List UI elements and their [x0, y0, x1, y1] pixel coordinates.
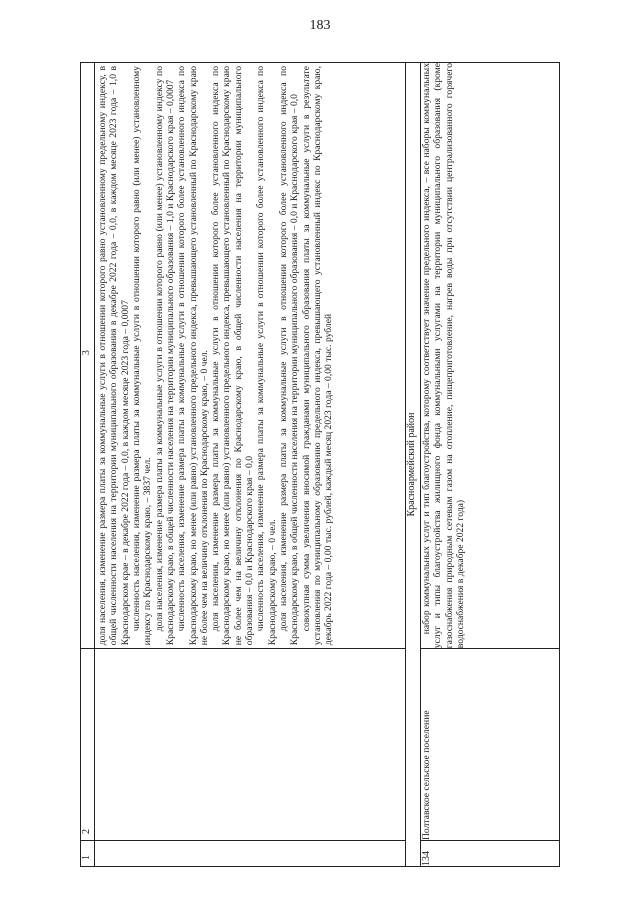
continuation-row	[95, 63, 406, 867]
continuation-number-cell	[95, 841, 406, 867]
header-col-1: 1	[81, 841, 95, 867]
rotated-table-container	[80, 62, 560, 867]
continuation-text-cell	[95, 63, 406, 649]
paragraph: доля населения, изменение размера платы за коммунальные услуги в отношении которого более установленного индекса по Краснодарскому краю, но менее (или равно) установленного предельного индекса, превышающего установленный по Краснодарскому краю не более чем на величину отклонения по Краснодарскому краю, в общей численности населения на территории муниципального образования – 0,0 и Краснодарского края – 0,0	[210, 66, 256, 646]
paragraph: численность населения, изменение размера платы за коммунальные услуги в отношении которого равно (или менее) установленному индексу по Краснодарскому краю, – 3837 чел.	[130, 66, 154, 646]
paragraph: совокупная сумма увеличения вносимой гражданами муниципального образования платы за коммунальные услуги в результате установления по муниципальному образованию предельного индекса, превышающего установленный индекс по Краснодарскому краю, декабрь 2022 года – 0,00 тыс. рублей, каждый месяц 2023 года – 0,00 тыс. рублей	[300, 66, 335, 646]
header-row	[81, 63, 95, 867]
header-col-3: 3	[81, 63, 95, 649]
district-row	[406, 63, 421, 867]
header-col-2: 2	[81, 649, 95, 841]
row-settlement: Полтавское сельское поселение	[421, 649, 560, 841]
district-name: Красноармейский район	[406, 63, 421, 867]
row-number: 134	[421, 841, 560, 867]
continuation-settlement-cell	[95, 649, 406, 841]
paragraph: доля населения, изменение размера платы за коммунальные услуги в отношении которого равно (или менее) установленному индексу по Краснодарскому краю, в общей численности населения на территории муниципального образования – 1,0 и Краснодарского края – 0,0007	[153, 66, 176, 646]
row-description-cell	[421, 63, 560, 649]
paragraph: численность населения, изменение размера платы за коммунальные услуги в отношении которого более установленного индекса по Краснодарскому краю, но менее (или равно) установленного предельного индекса, превышающего установленный по Краснодарскому краю не более чем на величину отклонения по Краснодарскому краю, – 0 чел.	[176, 66, 210, 646]
paragraph: численность населения, изменение размера платы за коммунальные услуги в отношении которого более установленного индекса по Краснодарскому краю, – 0 чел.	[255, 66, 278, 646]
table-row	[421, 63, 560, 867]
paragraph: доля населения, изменение размера платы за коммунальные услуги в отношении которого более установленного индекса по Краснодарскому краю, в общей численности населения на территории муниципального образования – 0,0 и Краснодарского края – 0,0	[278, 66, 301, 646]
page-number: 183	[309, 18, 331, 33]
paragraph: доля населения, изменение размера платы за коммунальные услуги в отношении которого равно установленному предельному индексу, в общей численности населения на территории муниципального образования в декабре 2022 года – 0,0, в каждом месяце 2023 года – 1,0 в Краснодарском крае – в декабре 2022 года – 0,0, в каждом месяце 2023 года – 0,0007	[97, 66, 131, 646]
document-table	[80, 62, 560, 867]
row-description: набор коммунальных услуг и тип благоустройства, которому соответствует значение предельного индекса, – все наборы коммунальных услуг и типы благоустройства жилищного фонда коммунальными услугами на территории муниципального образования (кроме газоснабжения природным сетевым газом на отопление, пищеприготовление, нагрев воды при отсутствии централизованного горячего водоснабжения в декабре 2022 года)	[421, 63, 466, 649]
